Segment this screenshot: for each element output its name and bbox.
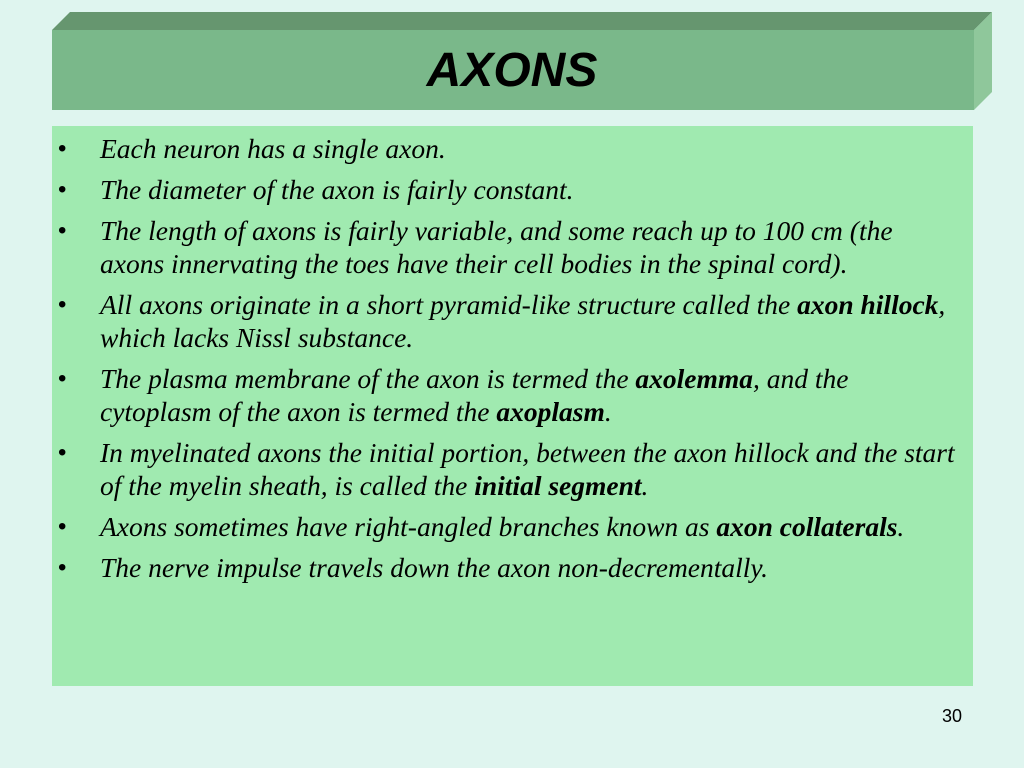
bullet-text: . (641, 470, 649, 501)
bullet-item (52, 214, 973, 280)
bullet-text: In myelinated axons the initial portion, between the axon hillock and the start of the myelin sheath, is called the (100, 437, 955, 501)
bullet-marker: • (58, 554, 67, 581)
bullet-marker: • (58, 439, 67, 466)
bullet-marker: • (58, 291, 67, 318)
bullet-text: The length of axons is fairly variable, and some reach up to 100 cm (the axons innervating the toes have their cell bodies in the spinal cord). (100, 215, 893, 279)
bold-term: axon collaterals (716, 511, 898, 542)
bullet-text: The plasma membrane of the axon is termed the (100, 363, 636, 394)
slide-title: AXONS (426, 44, 598, 97)
bullet-text: . (897, 511, 905, 542)
bullet-item (52, 132, 973, 165)
bullet-item (52, 362, 973, 428)
bullet-item (52, 551, 973, 584)
bullet-marker: • (58, 217, 67, 244)
bullet-text: , and the cytoplasm of the axon is termed the (100, 363, 849, 427)
bold-term: initial segment (474, 470, 642, 501)
bullet-marker: • (58, 365, 67, 392)
bullet-text: Each neuron has a single axon. (100, 133, 446, 164)
bullet-marker: • (58, 513, 67, 540)
content-box (52, 126, 973, 686)
bold-term: axoplasm (496, 396, 605, 427)
bullet-text: The nerve impulse travels down the axon non-decrementally. (100, 552, 768, 583)
bullet-item (52, 436, 973, 502)
bullet-item (52, 173, 973, 206)
bold-term: axolemma (635, 363, 754, 394)
bullet-marker: • (58, 135, 67, 162)
bullet-text: , which lacks Nissl substance. (100, 289, 946, 353)
bullet-list (52, 126, 973, 584)
bullet-text: . (604, 396, 612, 427)
bullet-text: The diameter of the axon is fairly constant. (100, 174, 574, 205)
page-number: 30 (941, 706, 962, 726)
bullet-text: All axons originate in a short pyramid-like structure called the (100, 289, 798, 320)
bullet-item (52, 288, 973, 354)
bullet-text: Axons sometimes have right-angled branches known as (100, 511, 717, 542)
title-banner (52, 12, 992, 110)
bold-term: axon hillock (797, 289, 939, 320)
bullet-marker: • (58, 176, 67, 203)
bullet-item (52, 510, 973, 543)
